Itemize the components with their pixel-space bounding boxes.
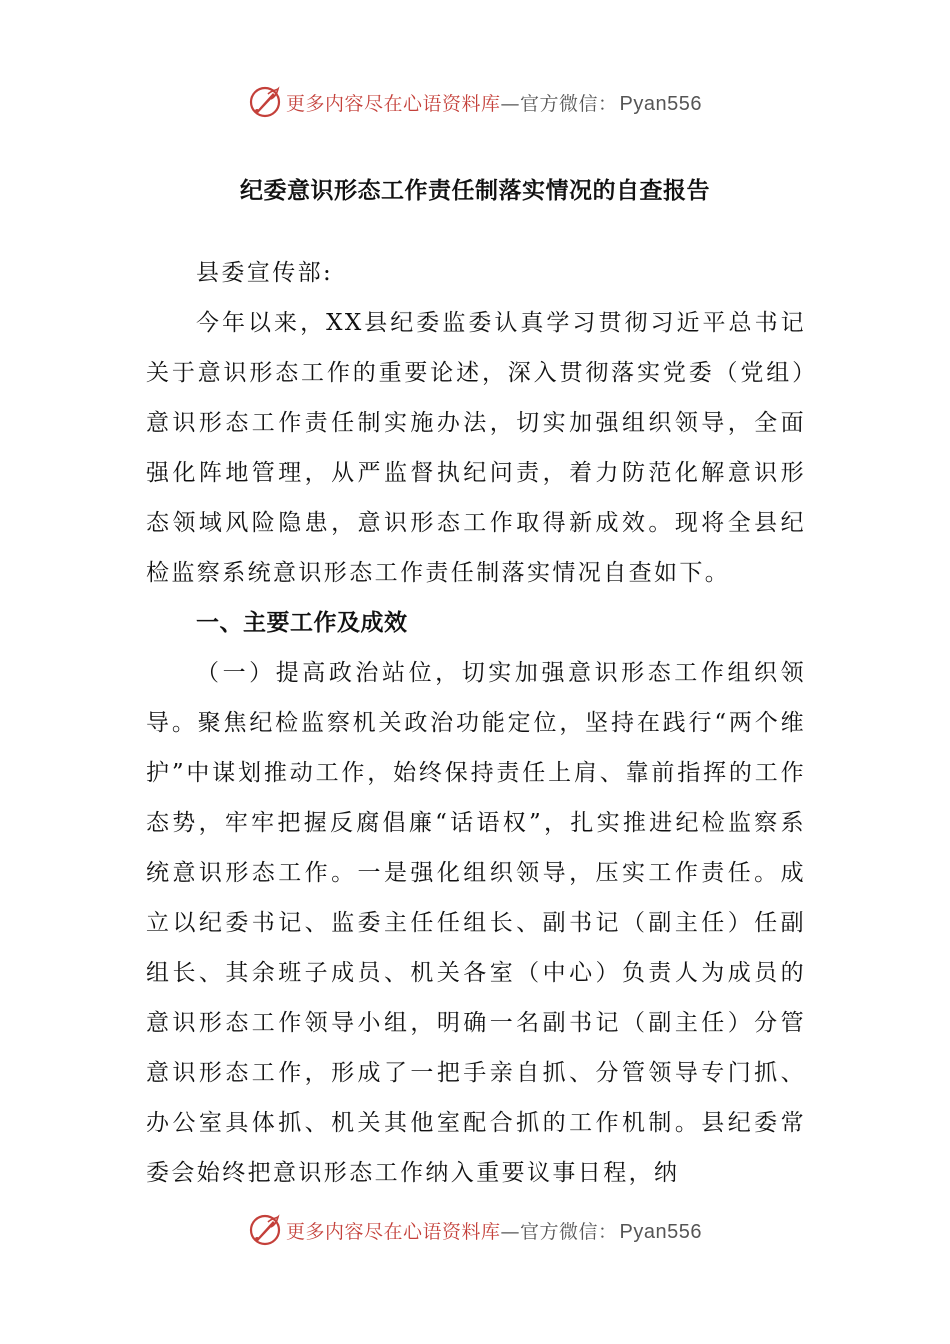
watermark-text	[286, 1217, 702, 1244]
salutation: 县委宣传部:	[196, 260, 334, 286]
watermark-wechat-label: —官方微信：	[500, 92, 618, 115]
quill-pen-logo-icon	[248, 85, 282, 119]
section-heading: 一、主要工作及成效	[196, 610, 408, 636]
watermark-wechat-id: Pyan556	[619, 92, 702, 115]
quill-pen-logo-icon	[248, 1213, 282, 1247]
section-paragraph: （一）提高政治站位，切实加强意识形态工作组织领导。聚焦纪检监察机关政治功能定位，坚持在践行“两个维护”中谋划推动工作，始终保持责任上肩、靠前指挥的工作态势，牢牢把握反腐倡廉“话语权”，扎实推进纪检监察系统意识形态工作。一是强化组织领导，压实工作责任。成立以纪委书记、监委主任任组长、副书记（副主任）任副组长、其余班子成员、机关各室（中心）负责人为成员的意识形态工作领导小组，明确一名副书记（副主任）分管意识形态工作，形成了一把手亲自抓、分管领导专门抓、办公室具体抓、机关其他室配合抓的工作机制。县纪委常委会始终把意识形态工作纳入重要议事日程，纳	[146, 660, 806, 1186]
document-body	[146, 248, 806, 1198]
watermark-library-text: 更多内容尽在心语资料库	[286, 92, 501, 115]
watermark-wechat-id: Pyan556	[619, 1220, 702, 1243]
document-title: 纪委意识形态工作责任制落实情况的自查报告	[240, 178, 710, 204]
watermark-library-text: 更多内容尽在心语资料库	[286, 1220, 501, 1243]
watermark-banner-bottom	[0, 1210, 950, 1250]
watermark-wechat-label: —官方微信：	[500, 1220, 618, 1243]
watermark-text	[286, 89, 702, 116]
intro-paragraph: 今年以来，XX县纪委监委认真学习贯彻习近平总书记关于意识形态工作的重要论述，深入贯彻落实党委（党组）意识形态工作责任制实施办法，切实加强组织领导，全面强化阵地管理，从严监督执纪问责，着力防范化解意识形态领域风险隐患，意识形态工作取得新成效。现将全县纪检监察系统意识形态工作责任制落实情况自查如下。	[146, 310, 806, 586]
watermark-banner-top	[0, 82, 950, 122]
